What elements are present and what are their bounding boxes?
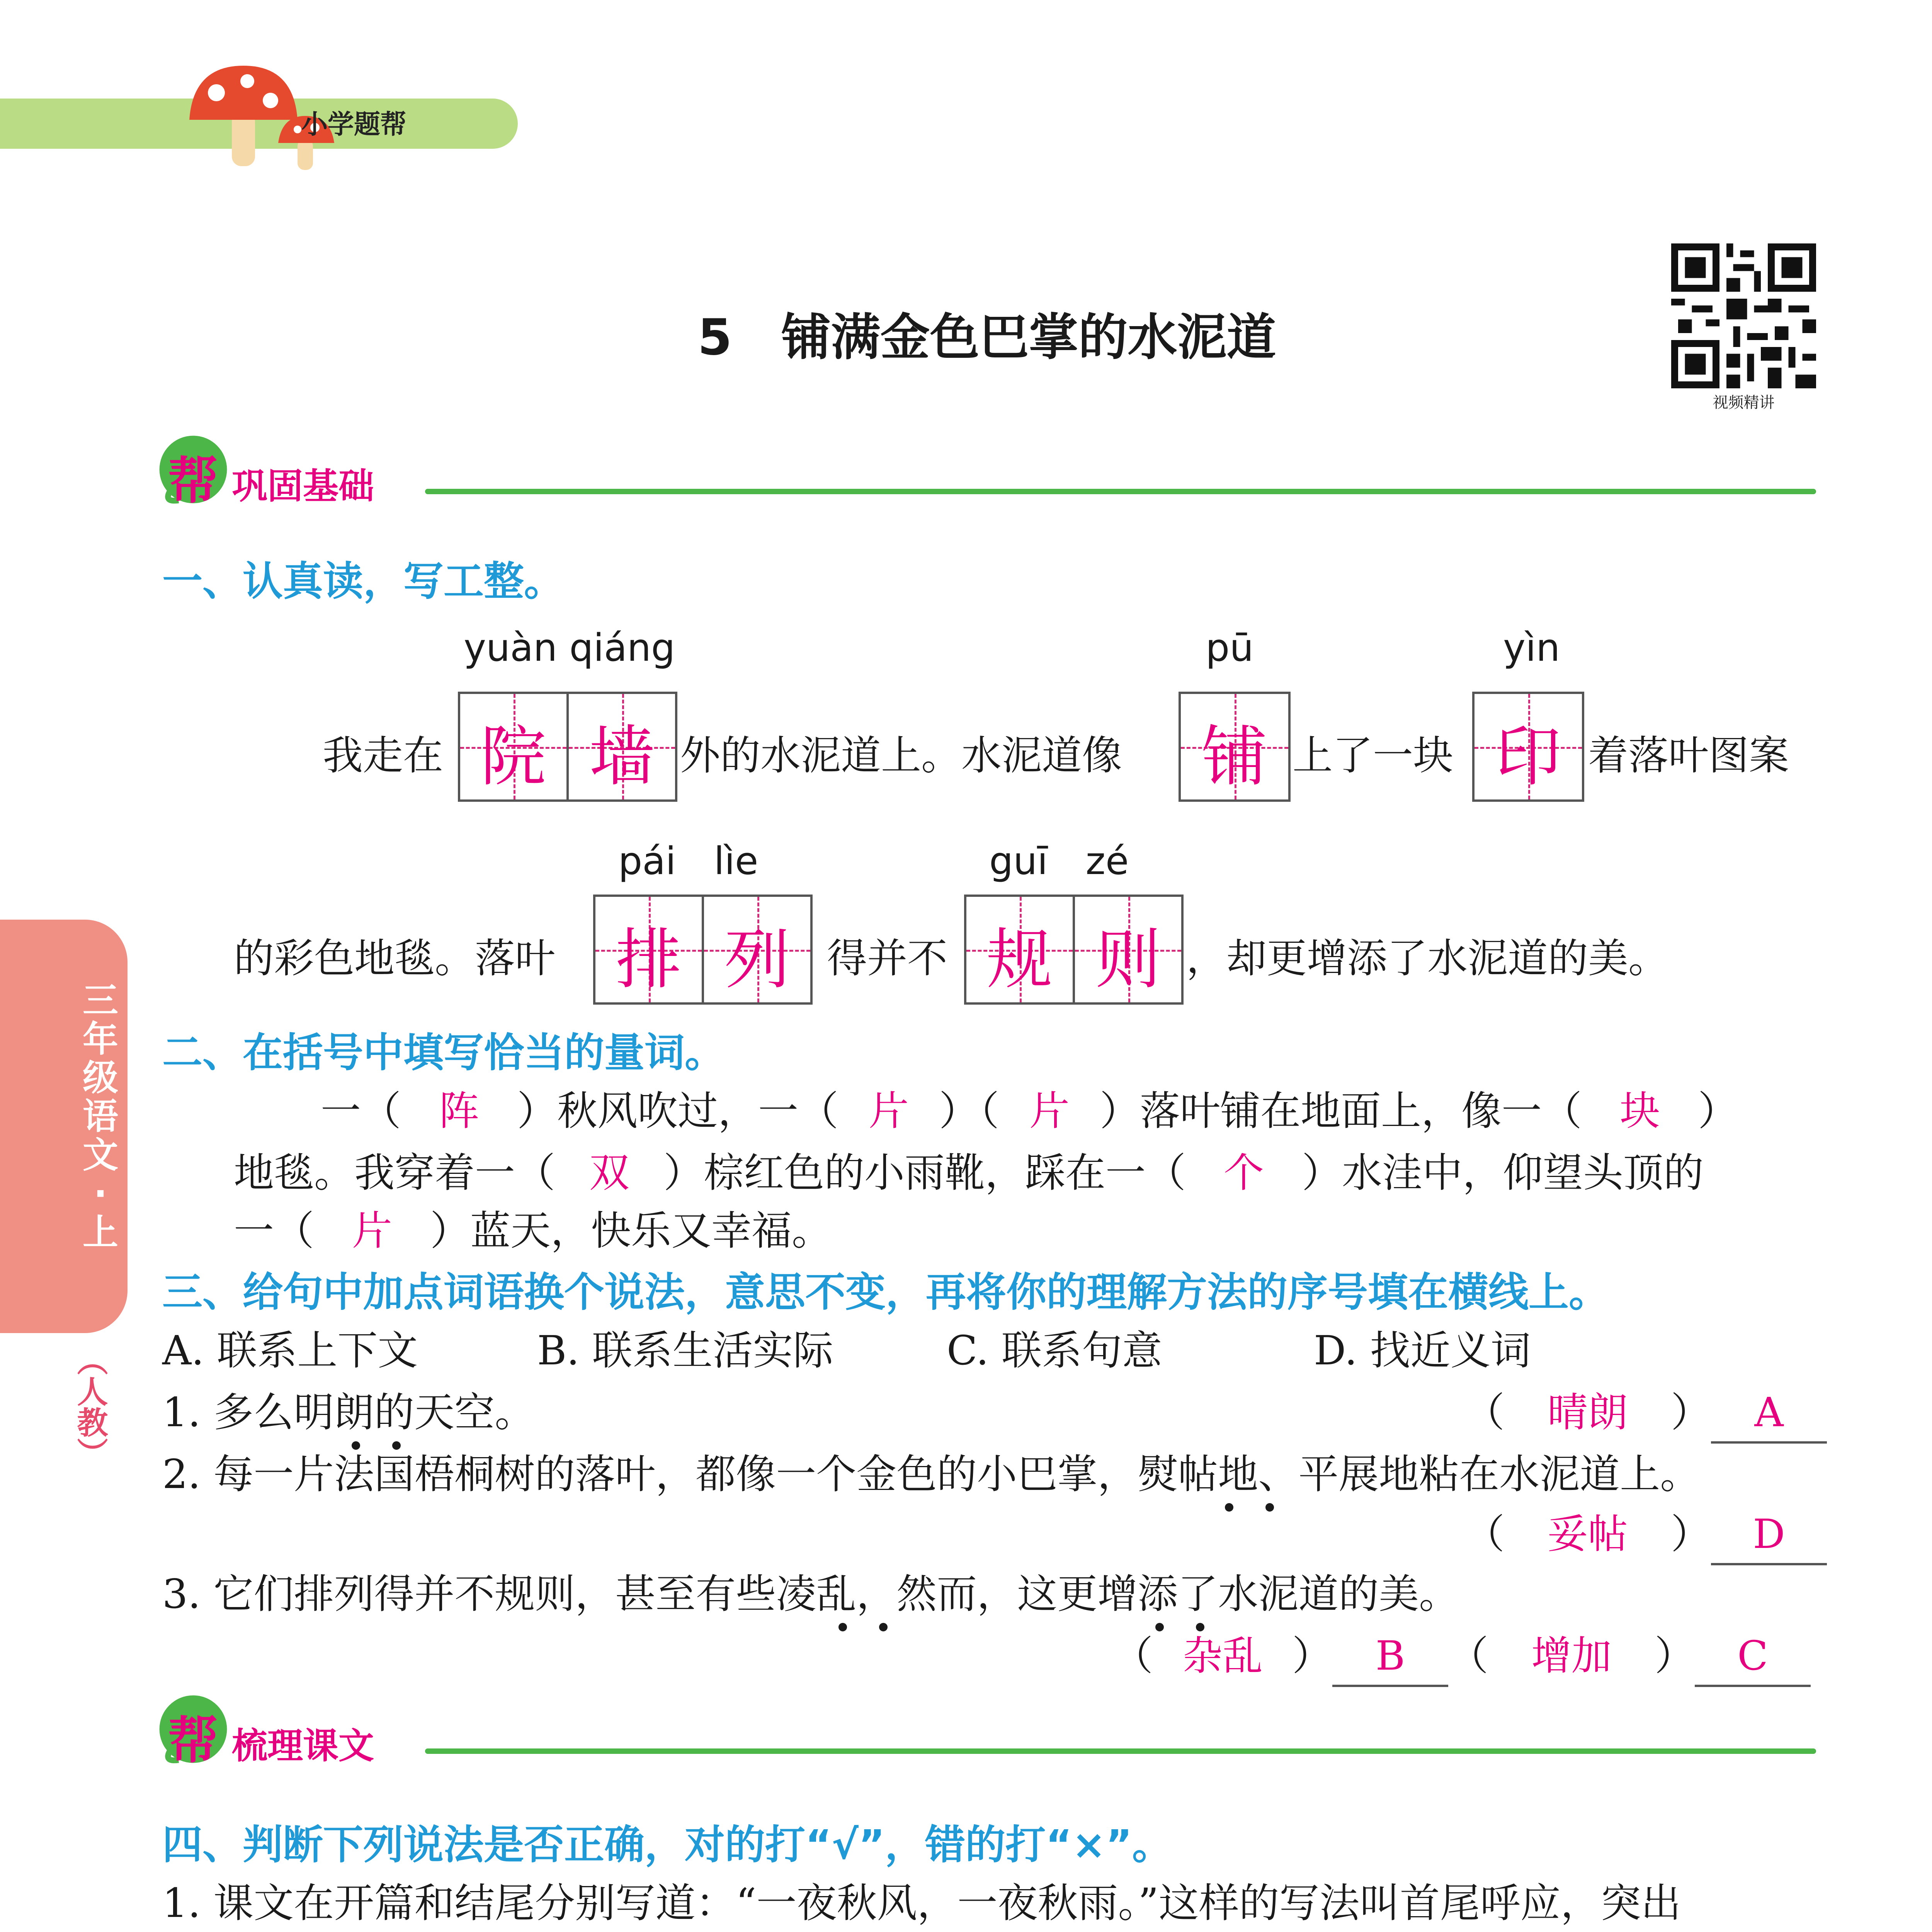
answer: 晴朗 [1548,1389,1628,1436]
answer-char: 墙 [589,719,655,795]
section-divider [425,489,1816,494]
q2-heading: 二、在括号中填写恰当的量词。 [162,1029,725,1076]
emphasis-dot [1225,1503,1233,1512]
section-badge-char: 帮 [168,451,218,510]
qr-caption: 视频精讲 [1713,394,1775,412]
pinyin: yìn [1503,626,1560,670]
q2-line [234,1202,832,1260]
qr-code-icon [1671,243,1816,388]
answer-char: 排 [616,922,682,998]
side-tab-char: 级 [82,1057,118,1099]
emphasis-dot [838,1623,847,1631]
writing-grid [458,692,677,802]
emphasis-dot [1265,1503,1274,1512]
answer-char: 规 [986,922,1053,998]
q1-heading: 一、认真读，写工整。 [162,558,565,605]
q1-text: 的彩色地毯。落叶 [234,935,556,982]
writing-grid [964,895,1184,1005]
pinyin: pū [1206,626,1254,670]
answer-char: 则 [1095,922,1161,998]
section-badge-char: 帮 [168,1711,218,1770]
q2-text: ） [1698,1087,1738,1134]
emphasis-dot [879,1623,888,1631]
q3-heading: 三、给句中加点词语换个说法，意思不变，再将你的理解方法的序号填在横线上。 [162,1269,1609,1316]
q3-answer-line: （ 杂乱 ） B （ 增加 ） C [1113,1627,1811,1687]
side-tab-char: 文 [82,1134,118,1176]
q2-text: ）秋风吹过，一（ [517,1087,839,1134]
q3-answer-line: （ 妥帖 ） D [1464,1505,1827,1565]
section-title-sort: 梳理课文 [232,1725,374,1767]
q2-text: ）落叶铺在地面上，像一（ [1100,1087,1582,1134]
q2-text: ）（ [939,1087,1000,1134]
q3-sentence: 2. 每一片法国梧桐树的落叶，都像一个金色的小巴掌，熨帖地、平展地粘在水泥道上。 [162,1451,1701,1498]
q3-sentence: 3. 它们排列得并不规则，甚至有些凌乱，然而，这更增添了水泥道的美。 [162,1570,1459,1617]
q1-text: ，却更增添了水泥道的美。 [1186,935,1669,982]
answer-char: 列 [724,922,790,998]
q1-text: 得并不 [827,935,948,982]
answer-char: 院 [480,719,546,795]
q1-text: 着落叶图案 [1588,732,1789,779]
option: D. 找近义词 [1314,1327,1531,1374]
answer: 片 [1029,1087,1070,1134]
option: B. 联系生活实际 [537,1327,833,1374]
q4-heading: 四、判断下列说法是否正确，对的打“√”，错的打“×”。 [162,1821,1172,1868]
section-divider [425,1748,1816,1754]
edition-label: （人教） [72,1345,108,1468]
pinyin: guī zé [989,839,1129,883]
answer: 片 [869,1087,909,1134]
answer: 杂乱 [1182,1632,1263,1679]
q4-item: 1. 课文在开篇和结尾分别写道：“一夜秋风，一夜秋雨。”这样的写法叫首尾呼应，突出 [162,1879,1681,1927]
answer: 块 [1620,1087,1660,1134]
answer: 阵 [439,1087,480,1134]
pinyin: yuàn qiáng [464,626,675,670]
answer: 增加 [1531,1632,1612,1679]
answer: 个 [1224,1149,1264,1196]
q2-text: 一（ [321,1087,401,1134]
q1-text: 上了一块 [1293,732,1454,779]
option: A. 联系上下文 [162,1327,418,1374]
side-tab-char: 语 [82,1096,118,1137]
q2-text: 一（ [234,1207,315,1254]
side-tab-char: 年 [82,1019,118,1060]
answer: 片 [352,1207,393,1254]
q2-text: 地毯。我穿着一（ [234,1149,556,1196]
q3-sentence: 1. 多么明朗的天空。 [162,1389,535,1436]
writing-grid [1472,692,1584,802]
answer-method: B [1332,1627,1448,1687]
q2-line [234,1144,1704,1202]
answer: 双 [589,1149,630,1196]
option: C. 联系句意 [947,1327,1162,1374]
section-title-consolidate: 巩固基础 [232,466,374,507]
answer-method: C [1695,1627,1811,1687]
q2-text: ）水洼中，仰望头顶的 [1302,1149,1704,1196]
answer-method: D [1711,1505,1827,1565]
side-tab-char: 三 [82,980,118,1021]
q1-text: 外的水泥道上。水泥道像 [680,732,1122,779]
q2-line [321,1082,1738,1140]
q1-text: 我走在 [323,732,444,779]
q2-text: ）蓝天，快乐又幸福。 [430,1207,832,1254]
q3-answer-line: （ 晴朗 ） A [1464,1383,1827,1444]
writing-grid [593,895,813,1005]
answer-char: 印 [1495,719,1561,795]
side-tab-char: 上 [82,1212,118,1253]
brand-label: 小学题帮 [301,109,407,140]
pinyin: pái lìe [618,839,759,883]
answer-char: 铺 [1201,719,1267,795]
answer-method: A [1711,1383,1827,1444]
answer: 妥帖 [1548,1510,1628,1558]
writing-grid [1179,692,1291,802]
side-tab-char: · [94,1173,107,1214]
page-title: 5 铺满金色巴掌的水泥道 [697,309,1276,366]
q2-text: ）棕红色的小雨靴，踩在一（ [663,1149,1186,1196]
